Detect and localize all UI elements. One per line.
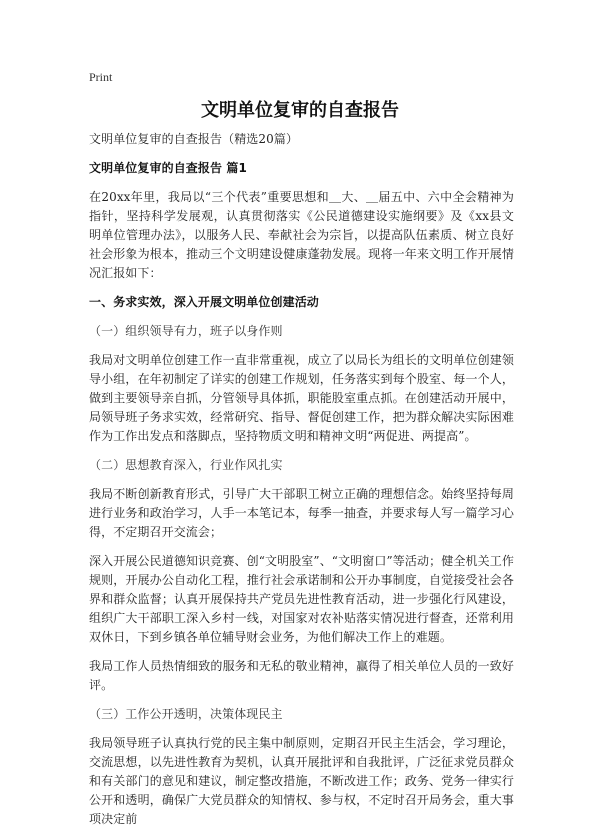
print-link[interactable]: Print — [89, 70, 113, 84]
paragraph-education: 我局不断创新教育形式，引导广大干部职工树立正确的理想信念。始终坚持每周进行业务和政治学习，人手一本笔记本，每季一抽查，并要求每人写一篇学习心得，不定期召开交流会； — [89, 487, 514, 539]
heading-part-one: 一、务求实效，深入开展文明单位创建活动 — [89, 295, 319, 309]
intro-paragraph: 在20xx年里，我局以“三个代表”重要思想和＿大、＿届五中、六中全会精神为指针，坚持科学发展观，认真贯彻落实《公民道德建设实施纲要》及《xx县文明单位管理办法》，以服务人民、奉献社会为宗旨，以提高队伍素质、树立良好社会形象为根本，推动三个文明建设健康蓬勃发展。现将一年来文明工作开展情况汇报如下： — [89, 190, 514, 280]
document-body — [89, 130, 514, 839]
paragraph-transparency: 我局领导班子认真执行党的民主集中制原则，定期召开民主生活会，学习理论，交流思想，以先进性教育为契机，认真开展批评和自我批评，广泛征求党员群众和有关部门的意见和建议，制定整改措施，不断改进工作；政务、党务一律实行公开和透明，确保广大党员群众的知情权、参与权，不定时召开局务会，重大事项决定前 — [89, 736, 514, 826]
document-title: 文明单位复审的自查报告 — [201, 100, 399, 121]
document-subtitle: 文明单位复审的自查报告（精选20篇） — [89, 132, 299, 146]
paragraph-praise: 我局工作人员热情细致的服务和无私的敬业精神，赢得了相关单位人员的一致好评。 — [89, 659, 514, 692]
paragraph-leadership: 我局对文明单位创建工作一直非常重视，成立了以局长为组长的文明单位创建领导小组，在年初制定了详实的创建工作规划，任务落实到每个股室、每一个人，做到主要领导亲自抓，分管领导具体抓，职能股室重点抓。在创建活动开展中，局领导班子务求实效，经常研究、指导、督促创建工作，把为群众解决实际困难作为工作出发点和落脚点，坚持物质文明和精神文明“两促进、两提高”。 — [89, 353, 514, 443]
subheading-transparency: （三）工作公开透明，决策体现民主 — [89, 707, 283, 721]
subheading-leadership: （一）组织领导有力，班子以身作则 — [89, 324, 283, 338]
paragraph-activities: 深入开展公民道德知识竞赛、创“文明股室”、“文明窗口”等活动；健全机关工作规则，开展办公自动化工程，推行社会承诺制和公开办事制度，自觉接受社会各界和群众监督；认真开展保持共产党员先进性教育活动，进一步强化行风建设，组织广大干部职工深入乡村一线，对国家对农补贴落实情况进行督查，还常利用双休日，下到乡镇各单位辅导财会业务，为他们解决工作上的难题。 — [89, 554, 514, 644]
subheading-education: （二）思想教育深入，行业作风扎实 — [89, 458, 283, 472]
section-title: 文明单位复审的自查报告 篇1 — [89, 161, 247, 175]
